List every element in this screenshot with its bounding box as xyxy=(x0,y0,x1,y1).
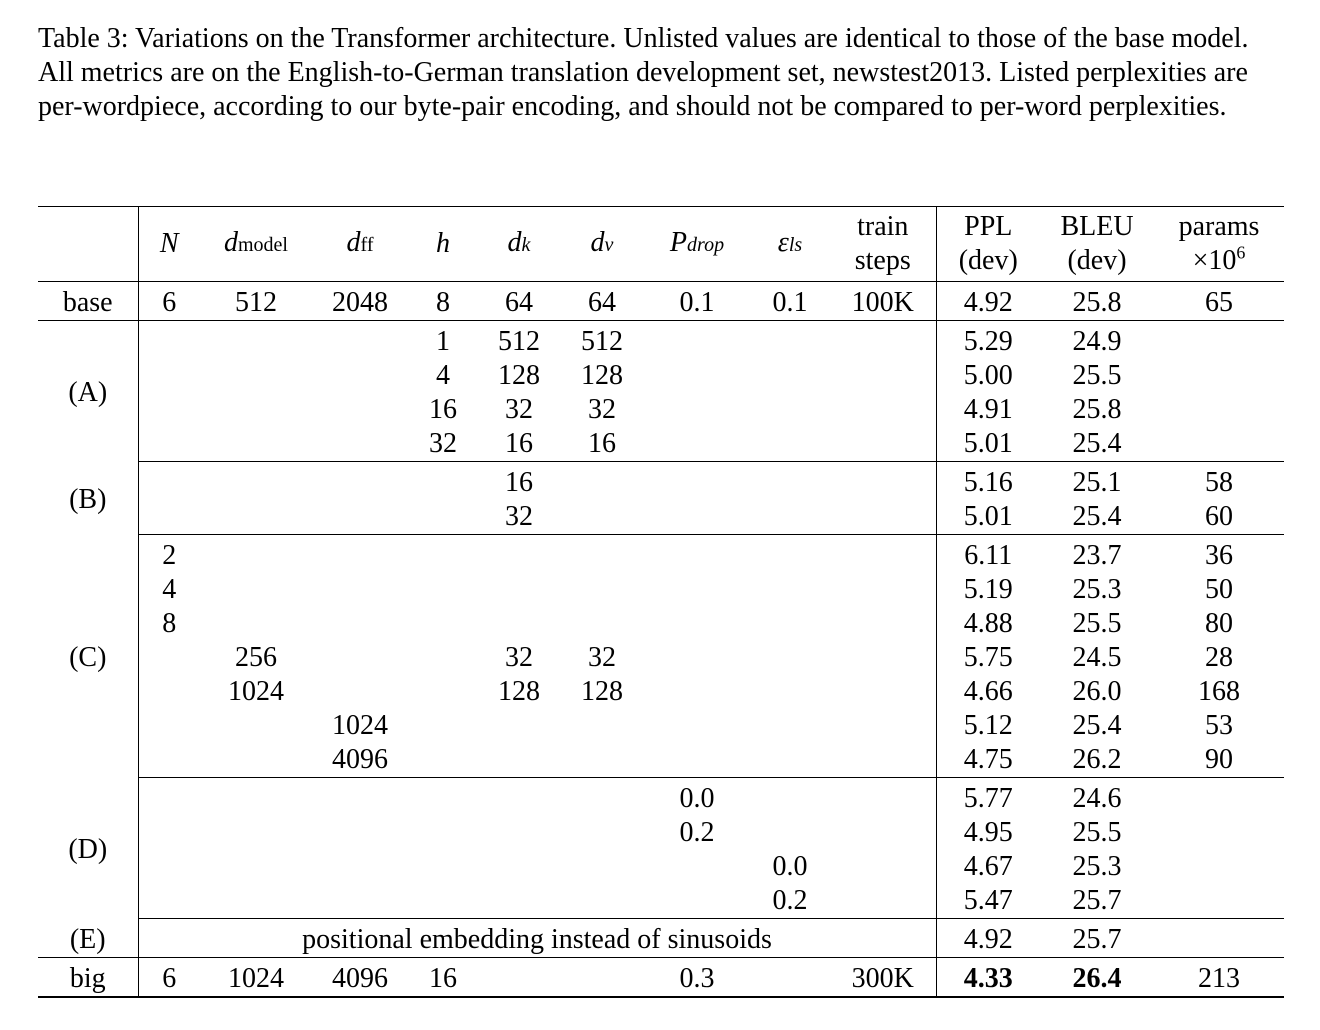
row-group xyxy=(38,282,1284,321)
cell-els xyxy=(750,427,830,462)
table-row xyxy=(38,462,1284,501)
cell-dmodel xyxy=(200,359,312,393)
cell-bleu: 25.5 xyxy=(1072,817,1122,848)
cell-dmodel xyxy=(200,321,312,360)
cell-n: 6 xyxy=(138,958,200,998)
header-dmodel: dmodel xyxy=(224,227,288,258)
cell-bleu: 24.5 xyxy=(1072,642,1122,673)
cell-n xyxy=(138,884,200,919)
cell-ppl: 4.66 xyxy=(963,676,1013,707)
cell-dmodel xyxy=(200,850,312,884)
cell-dk: 32 xyxy=(505,642,533,673)
cell-dmodel xyxy=(200,884,312,919)
cell-steps xyxy=(830,709,936,743)
cell-pdrop xyxy=(644,743,750,778)
cell-dk xyxy=(478,816,560,850)
cell-params xyxy=(1154,919,1284,958)
table-row xyxy=(38,884,1284,919)
cell-steps xyxy=(830,816,936,850)
header-dff: dff xyxy=(346,227,374,258)
cell-steps xyxy=(830,535,936,574)
header-n: N xyxy=(159,228,179,259)
cell-dff: 1024 xyxy=(332,710,388,741)
row-group xyxy=(38,958,1284,998)
cell-dk xyxy=(478,850,560,884)
cell-params: 80 xyxy=(1205,608,1233,639)
cell-ppl: 4.92 xyxy=(936,282,1040,321)
cell-pdrop: 0.2 xyxy=(679,817,715,848)
cell-dmodel: 1024 xyxy=(228,676,284,707)
cell-params: 28 xyxy=(1205,642,1233,673)
cell-dk: 32 xyxy=(505,394,533,425)
cell-steps xyxy=(830,393,936,427)
cell-dk: 128 xyxy=(498,360,540,391)
cell-dv xyxy=(560,850,644,884)
cell-params: 53 xyxy=(1205,710,1233,741)
cell-dff xyxy=(312,850,408,884)
cell-els: 0.0 xyxy=(772,851,808,882)
cell-ppl: 5.01 xyxy=(936,427,1040,462)
row-group xyxy=(38,462,1284,535)
cell-bleu: 25.5 xyxy=(1072,360,1122,391)
cell-h: 4 xyxy=(436,360,450,391)
cell-dmodel xyxy=(200,462,312,501)
cell-pdrop xyxy=(644,500,750,535)
cell-dv xyxy=(560,500,644,535)
cell-els xyxy=(750,675,830,709)
cell-dmodel xyxy=(200,393,312,427)
cell-ppl: 5.47 xyxy=(936,884,1040,919)
cell-els xyxy=(750,778,830,817)
cell-dv xyxy=(560,607,644,641)
cell-steps xyxy=(830,500,936,535)
header-dv: dv xyxy=(590,227,614,258)
row-label: (D) xyxy=(38,778,138,919)
cell-steps: 100K xyxy=(830,282,936,321)
cell-pdrop xyxy=(644,884,750,919)
cell-bleu: 25.5 xyxy=(1072,608,1122,639)
cell-dv xyxy=(560,535,644,574)
cell-dff xyxy=(312,607,408,641)
cell-dff xyxy=(312,641,408,675)
table-row xyxy=(38,958,1284,998)
cell-h: 8 xyxy=(408,282,478,321)
cell-n xyxy=(138,709,200,743)
cell-n xyxy=(138,427,200,462)
cell-dmodel xyxy=(200,607,312,641)
cell-bleu: 25.3 xyxy=(1072,574,1122,605)
cell-dmodel xyxy=(200,709,312,743)
row-group xyxy=(38,778,1284,919)
table-row xyxy=(38,393,1284,427)
cell-params xyxy=(1154,816,1284,850)
cell-dff xyxy=(312,816,408,850)
cell-steps xyxy=(830,778,936,817)
cell-steps xyxy=(830,641,936,675)
cell-ppl: 5.77 xyxy=(963,783,1013,814)
cell-ppl: 6.11 xyxy=(964,540,1013,571)
header-train-steps: train steps xyxy=(830,207,936,282)
cell-els xyxy=(750,607,830,641)
cell-dff xyxy=(312,675,408,709)
cell-ppl: 4.91 xyxy=(963,394,1013,425)
cell-els xyxy=(750,573,830,607)
cell-dk xyxy=(478,535,560,574)
cell-dmodel xyxy=(200,778,312,817)
cell-n xyxy=(138,816,200,850)
cell-pdrop xyxy=(644,427,750,462)
cell-dmodel xyxy=(200,500,312,535)
row-group xyxy=(38,535,1284,778)
cell-h xyxy=(408,573,478,607)
cell-dk: 128 xyxy=(498,676,540,707)
row-note: positional embedding instead of sinusoids xyxy=(138,919,936,958)
cell-dmodel: 512 xyxy=(200,282,312,321)
cell-bleu xyxy=(1040,958,1154,998)
cell-n xyxy=(138,321,200,360)
cell-ppl: 5.01 xyxy=(936,500,1040,535)
cell-n xyxy=(138,675,200,709)
header-els: εls xyxy=(777,227,803,258)
cell-els xyxy=(750,321,830,360)
cell-dk xyxy=(478,573,560,607)
cell-pdrop xyxy=(644,573,750,607)
cell-params: 90 xyxy=(1154,743,1284,778)
cell-h xyxy=(408,778,478,817)
cell-h xyxy=(408,535,478,574)
table-row xyxy=(38,816,1284,850)
best-value: 4.33 xyxy=(963,963,1013,994)
cell-dff xyxy=(312,884,408,919)
cell-ppl: 4.95 xyxy=(963,817,1013,848)
cell-steps xyxy=(830,675,936,709)
cell-pdrop xyxy=(644,709,750,743)
cell-n xyxy=(138,359,200,393)
cell-ppl: 5.75 xyxy=(963,642,1013,673)
results-table xyxy=(38,206,1284,998)
cell-steps xyxy=(830,743,936,778)
cell-dv: 32 xyxy=(588,642,616,673)
cell-params: 65 xyxy=(1154,282,1284,321)
cell-params xyxy=(1154,359,1284,393)
cell-pdrop xyxy=(644,641,750,675)
cell-dv: 128 xyxy=(581,360,623,391)
cell-ppl: 4.92 xyxy=(936,919,1040,958)
cell-h xyxy=(408,850,478,884)
table-caption: Table 3: Variations on the Transformer architecture. Unlisted values are identical to those of the base model. All metrics are on the English-to-German translation development set, newstest2013. Listed perplexities are per-wordpiece, according to our byte-pair encoding, and should not be compared to per-word perplexities. xyxy=(38,23,1249,122)
cell-pdrop xyxy=(644,462,750,501)
cell-bleu: 25.4 xyxy=(1040,500,1154,535)
cell-dk: 16 xyxy=(505,467,533,498)
cell-dff xyxy=(312,500,408,535)
header-dk: dk xyxy=(507,227,531,258)
cell-dmodel xyxy=(200,816,312,850)
cell-dv xyxy=(560,573,644,607)
table-row xyxy=(38,427,1284,462)
cell-params: 60 xyxy=(1154,500,1284,535)
cell-bleu: 25.8 xyxy=(1072,394,1122,425)
cell-steps xyxy=(830,462,936,501)
cell-dk xyxy=(478,884,560,919)
cell-params xyxy=(1154,427,1284,462)
cell-ppl: 5.12 xyxy=(963,710,1013,741)
cell-h xyxy=(408,462,478,501)
cell-steps xyxy=(830,321,936,360)
cell-ppl: 5.19 xyxy=(963,574,1013,605)
cell-els xyxy=(750,958,830,998)
cell-dv: 512 xyxy=(581,326,623,357)
table-row xyxy=(38,535,1284,574)
cell-els xyxy=(750,359,830,393)
cell-n xyxy=(138,743,200,778)
cell-h xyxy=(408,675,478,709)
header-label xyxy=(38,207,138,282)
cell-dmodel xyxy=(200,743,312,778)
cell-ppl xyxy=(936,958,1040,998)
cell-params: 58 xyxy=(1205,467,1233,498)
header-h: h xyxy=(436,228,450,259)
cell-dff xyxy=(312,393,408,427)
cell-bleu: 25.7 xyxy=(1040,919,1154,958)
table-row xyxy=(38,359,1284,393)
cell-ppl: 5.16 xyxy=(963,467,1013,498)
cell-h xyxy=(408,641,478,675)
cell-bleu: 24.9 xyxy=(1072,326,1122,357)
cell-n xyxy=(138,850,200,884)
cell-pdrop: 0.1 xyxy=(644,282,750,321)
cell-params xyxy=(1154,850,1284,884)
cell-dff xyxy=(312,535,408,574)
table-row xyxy=(38,641,1284,675)
cell-bleu: 25.4 xyxy=(1040,427,1154,462)
cell-bleu: 26.0 xyxy=(1072,676,1122,707)
cell-els xyxy=(750,462,830,501)
cell-params: 50 xyxy=(1205,574,1233,605)
cell-pdrop xyxy=(644,393,750,427)
table-row xyxy=(38,709,1284,743)
cell-params xyxy=(1154,393,1284,427)
cell-els: 0.1 xyxy=(750,282,830,321)
table-row xyxy=(38,573,1284,607)
cell-els xyxy=(750,500,830,535)
cell-els xyxy=(750,743,830,778)
cell-dk xyxy=(478,709,560,743)
table-row xyxy=(38,850,1284,884)
cell-pdrop: 0.0 xyxy=(679,783,715,814)
cell-params: 168 xyxy=(1198,676,1240,707)
cell-dmodel xyxy=(200,535,312,574)
row-label: (A) xyxy=(38,321,138,462)
cell-steps xyxy=(830,850,936,884)
cell-pdrop xyxy=(644,359,750,393)
cell-els: 0.2 xyxy=(750,884,830,919)
cell-pdrop xyxy=(644,607,750,641)
cell-bleu: 23.7 xyxy=(1072,540,1122,571)
cell-dff: 2048 xyxy=(312,282,408,321)
table-row xyxy=(38,778,1284,817)
cell-h xyxy=(408,500,478,535)
table-row xyxy=(38,500,1284,535)
table-row xyxy=(38,321,1284,360)
cell-h: 1 xyxy=(436,326,450,357)
header-row xyxy=(38,207,1284,282)
cell-n xyxy=(138,500,200,535)
cell-n xyxy=(138,462,200,501)
cell-dk xyxy=(478,607,560,641)
cell-pdrop: 0.3 xyxy=(644,958,750,998)
cell-bleu: 25.8 xyxy=(1040,282,1154,321)
table-row xyxy=(38,743,1284,778)
cell-bleu: 24.6 xyxy=(1072,783,1122,814)
cell-dv xyxy=(560,958,644,998)
cell-dff: 4096 xyxy=(312,958,408,998)
cell-dv xyxy=(560,462,644,501)
header-ppl: PPL (dev) xyxy=(958,211,1018,276)
header-bleu: BLEU (dev) xyxy=(1060,211,1134,276)
cell-n: 8 xyxy=(162,608,177,639)
cell-ppl: 4.67 xyxy=(963,851,1013,882)
row-group xyxy=(38,919,1284,958)
cell-dff xyxy=(312,359,408,393)
cell-n xyxy=(138,641,200,675)
cell-h xyxy=(408,607,478,641)
cell-dv xyxy=(560,778,644,817)
cell-dmodel xyxy=(200,427,312,462)
cell-bleu: 25.7 xyxy=(1040,884,1154,919)
cell-dv xyxy=(560,743,644,778)
cell-dv xyxy=(560,884,644,919)
table-row xyxy=(38,607,1284,641)
cell-h: 16 xyxy=(408,958,478,998)
row-label: base xyxy=(38,282,138,321)
cell-ppl: 4.88 xyxy=(963,608,1013,639)
row-label: (B) xyxy=(38,462,138,535)
cell-dv xyxy=(560,816,644,850)
table-row xyxy=(38,919,1284,958)
cell-steps xyxy=(830,427,936,462)
cell-dff: 4096 xyxy=(312,743,408,778)
cell-bleu: 25.3 xyxy=(1072,851,1122,882)
cell-h xyxy=(408,743,478,778)
cell-ppl: 5.29 xyxy=(963,326,1013,357)
cell-pdrop xyxy=(644,535,750,574)
cell-steps xyxy=(830,607,936,641)
cell-dmodel xyxy=(200,573,312,607)
cell-h xyxy=(408,884,478,919)
cell-dk: 32 xyxy=(478,500,560,535)
cell-dmodel: 256 xyxy=(235,642,277,673)
cell-h: 16 xyxy=(429,394,457,425)
cell-bleu: 25.1 xyxy=(1072,467,1122,498)
header-params: params $\times 10^6$ xyxy=(1178,211,1260,276)
cell-h: 32 xyxy=(408,427,478,462)
cell-n xyxy=(138,778,200,817)
cell-n xyxy=(138,393,200,427)
cell-dv: 128 xyxy=(581,676,623,707)
table-row xyxy=(38,675,1284,709)
cell-steps xyxy=(830,573,936,607)
cell-n: 4 xyxy=(162,574,177,605)
cell-ppl: 4.75 xyxy=(936,743,1040,778)
results-table-container xyxy=(38,206,1284,998)
cell-dk: 16 xyxy=(478,427,560,462)
table-row xyxy=(38,282,1284,321)
cell-params: 36 xyxy=(1205,540,1233,571)
cell-bleu: 26.2 xyxy=(1040,743,1154,778)
cell-params xyxy=(1154,884,1284,919)
cell-dk: 512 xyxy=(498,326,540,357)
cell-n: 6 xyxy=(138,282,200,321)
cell-els xyxy=(750,641,830,675)
cell-pdrop xyxy=(644,675,750,709)
cell-ppl: 5.00 xyxy=(963,360,1013,391)
cell-n: 2 xyxy=(162,540,177,571)
cell-dff xyxy=(312,778,408,817)
cell-dff xyxy=(312,462,408,501)
cell-dv: 64 xyxy=(560,282,644,321)
cell-dmodel: 1024 xyxy=(200,958,312,998)
cell-dk xyxy=(478,778,560,817)
cell-bleu: 25.4 xyxy=(1072,710,1122,741)
cell-steps: 300K xyxy=(830,958,936,998)
cell-dff xyxy=(312,573,408,607)
cell-els xyxy=(750,535,830,574)
cell-dff xyxy=(312,427,408,462)
cell-dk: 64 xyxy=(478,282,560,321)
row-group xyxy=(38,321,1284,462)
row-label: (E) xyxy=(38,919,138,958)
cell-h xyxy=(408,816,478,850)
cell-els xyxy=(750,709,830,743)
best-value: 26.4 xyxy=(1072,963,1122,994)
cell-dff xyxy=(312,321,408,360)
cell-els xyxy=(750,816,830,850)
row-label: big xyxy=(38,958,138,998)
cell-h xyxy=(408,709,478,743)
header-pdrop: Pdrop xyxy=(669,227,725,258)
cell-steps xyxy=(830,359,936,393)
cell-steps xyxy=(830,884,936,919)
row-label: (C) xyxy=(38,535,138,778)
cell-pdrop xyxy=(644,321,750,360)
cell-dv: 32 xyxy=(588,394,616,425)
cell-pdrop xyxy=(644,850,750,884)
cell-dv xyxy=(560,709,644,743)
cell-params: 213 xyxy=(1154,958,1284,998)
cell-dk xyxy=(478,743,560,778)
cell-els xyxy=(750,393,830,427)
cell-params xyxy=(1154,321,1284,360)
cell-dv: 16 xyxy=(560,427,644,462)
cell-dk xyxy=(478,958,560,998)
cell-params xyxy=(1154,778,1284,817)
